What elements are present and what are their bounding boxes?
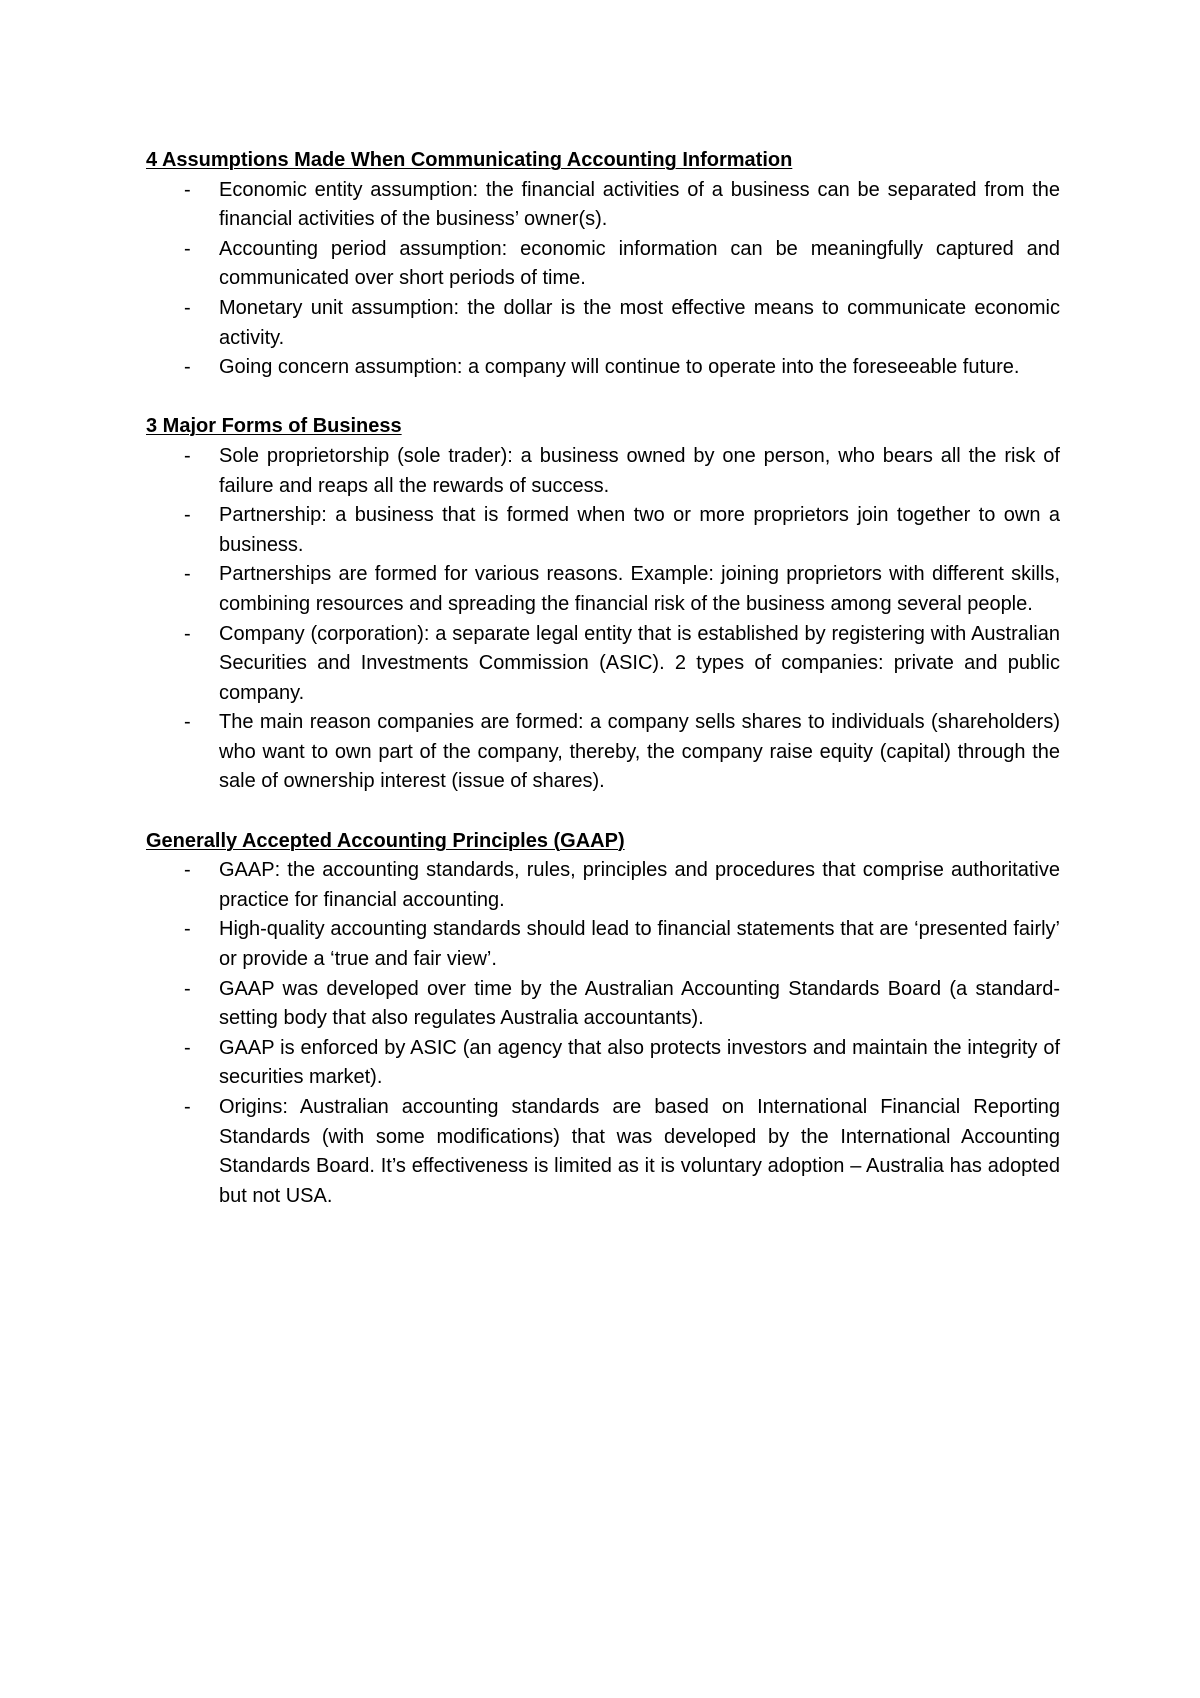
bullet-dash: - [184,1036,191,1059]
section-heading: 4 Assumptions Made When Communicating Accounting Information [146,149,793,171]
list-item [146,708,1060,797]
document-page [146,146,1060,1241]
list-item [146,501,1060,560]
bullet-dash: - [184,918,191,941]
section-forms-of-business [146,412,1060,797]
list-item [146,176,1060,235]
bullet-list [146,856,1060,1211]
list-item-text: GAAP is enforced by ASIC (an agency that also protects investors and maintain the integrity of securities market). [219,1036,1060,1089]
bullet-list [146,442,1060,797]
section-gaap [146,827,1060,1212]
list-item [146,560,1060,619]
list-item-text: Monetary unit assumption: the dollar is the most effective means to communicate economic activity. [219,296,1060,349]
list-item-text: Going concern assumption: a company will continue to operate into the foreseeable future. [219,356,1020,379]
list-item [146,353,1060,383]
bullet-dash: - [184,237,191,260]
list-item [146,1034,1060,1093]
list-item [146,294,1060,353]
section-heading: 3 Major Forms of Business [146,415,402,438]
list-item-text: GAAP: the accounting standards, rules, principles and procedures that comprise authoritative practice for financial accounting. [219,859,1060,911]
list-item [146,975,1060,1034]
list-item-text: Origins: Australian accounting standards are based on International Financial Reporting Standards (with some modifications) that was developed by the International Accounting Standards Board. It’s effectiveness is limited as it is voluntary adoption – Australia has adopted but not USA. [219,1096,1060,1207]
list-item [146,235,1060,294]
list-item-text: Company (corporation): a separate legal entity that is established by registering with Australian Securities and Investments Commission (ASIC). 2 types of companies: private and public company. [219,622,1060,704]
list-item [146,856,1060,915]
bullet-dash: - [184,504,191,527]
list-item-text: Accounting period assumption: economic information can be meaningfully captured and communicated over short periods of time. [219,237,1060,290]
list-item [146,620,1060,709]
bullet-dash: - [184,356,191,379]
list-item-text: Partnership: a business that is formed when two or more proprietors join together to own a business. [219,504,1060,556]
list-item-text: High-quality accounting standards should lead to financial statements that are ‘presented fairly’ or provide a ‘true and fair view’. [219,918,1060,971]
list-item [146,442,1060,501]
bullet-dash: - [184,1096,191,1118]
list-item-text: Economic entity assumption: the financial activities of a business can be separated from the financial activities of the business’ owner(s). [219,178,1060,231]
bullet-dash: - [184,178,191,201]
list-item [146,915,1060,974]
list-item-text: Sole proprietorship (sole trader): a business owned by one person, who bears all the risk of failure and reaps all the rewards of success. [219,444,1060,497]
bullet-dash: - [184,444,191,467]
list-item-text: GAAP was developed over time by the Australian Accounting Standards Board (a standard-setting body that also regulates Australia accountants). [219,977,1060,1030]
bullet-dash: - [184,977,191,1000]
bullet-list [146,176,1060,383]
bullet-dash: - [184,711,191,734]
section-assumptions [146,146,1060,383]
list-item-text: The main reason companies are formed: a company sells shares to individuals (shareholders) who want to own part of the company, thereby, the company raise equity (capital) through the sale of ownership interest (issue of shares). [219,711,1060,793]
section-heading: Generally Accepted Accounting Principles (GAAP) [146,829,625,852]
bullet-dash: - [184,563,191,586]
bullet-dash: - [184,859,191,882]
bullet-dash: - [184,622,191,645]
list-item [146,1093,1060,1211]
bullet-dash: - [184,296,191,319]
list-item-text: Partnerships are formed for various reasons. Example: joining proprietors with different skills, combining resources and spreading the financial risk of the business among several people. [219,563,1060,615]
